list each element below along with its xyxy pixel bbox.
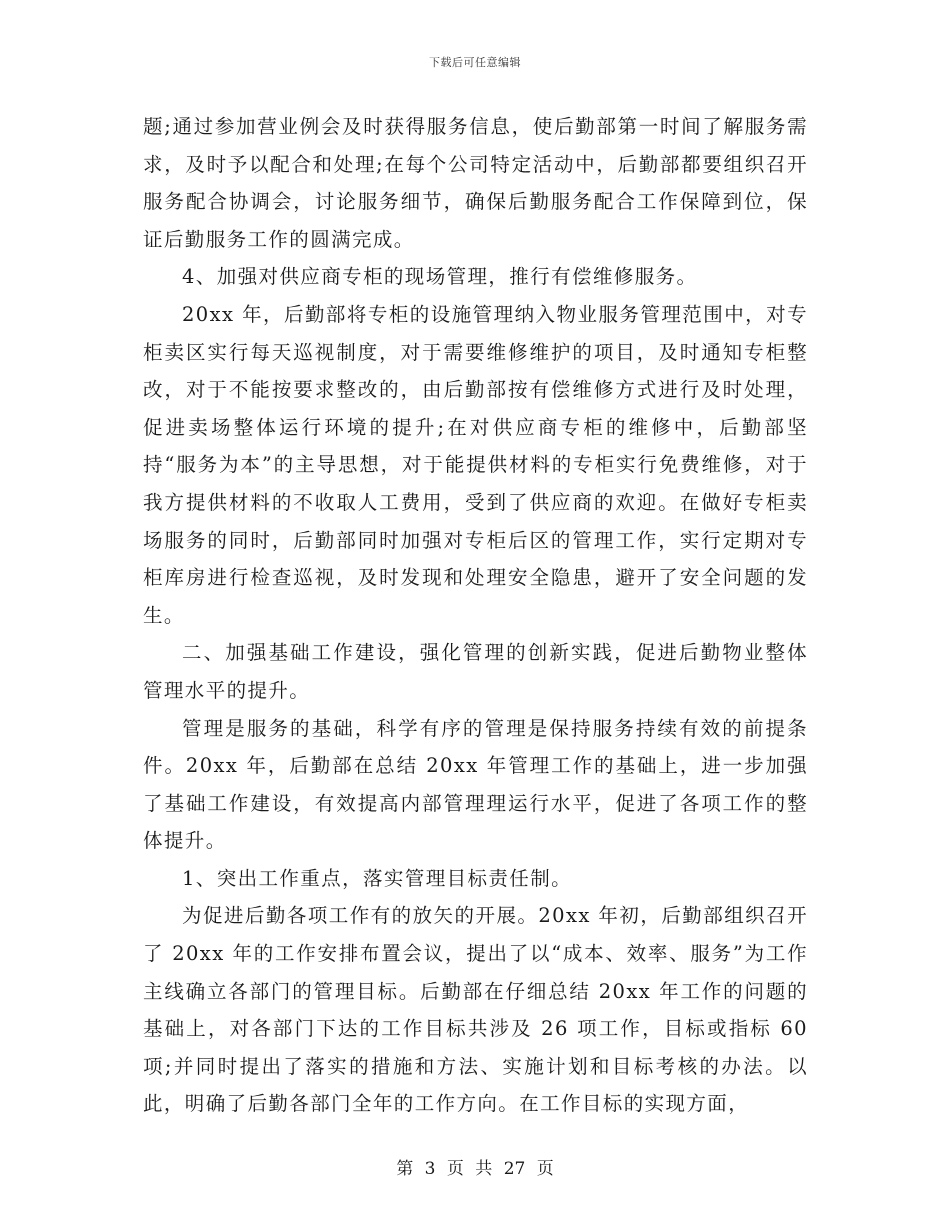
paragraph: 为促进后勤各项工作有的放矢的开展。20xx 年初，后勤部组织召开了 20xx 年的工作安排布置会议，提出了以“成本、效率、服务”为工作主线确立各部门的管理目标。后勤部在仔细总结 20xx 年工作的问题的基础上，对各部门下达的工作目标共涉及 26 项工作，目标或指标 60 项;并同时提出了落实的措施和方法、实施计划和目标考核的办法。以此，明确了后勤各部门全年的工作方向。在工作目标的实现方面，: [143, 904, 808, 1116]
section-heading-1: 1、突出工作重点，落实管理目标责任制。: [182, 866, 573, 890]
document-body: [143, 108, 808, 1123]
paragraph: 管理是服务的基础，科学有序的管理是保持服务持续有效的前提条件。20xx 年，后勤部在总结 20xx 年管理工作的基础上，进一步加强了基础工作建设，有效提高内部管理理运行水平，促进了各项工作的整体提升。: [143, 716, 808, 853]
paragraph: 20xx 年，后勤部将专柜的设施管理纳入物业服务管理范围中，对专柜卖区实行每天巡视制度，对于需要维修维护的项目，及时通知专柜整改，对于不能按要求整改的，由后勤部按有偿维修方式进行及时处理，促进卖场整体运行环境的提升;在对供应商专柜的维修中，后勤部坚持“服务为本”的主导思想，对于能提供材料的专柜实行免费维修，对于我方提供材料的不收取人工费用，受到了供应商的欢迎。在做好专柜卖场服务的同时，后勤部同时加强对专柜后区的管理工作，实行定期对专柜库房进行检查巡视，及时发现和处理安全隐患，避开了安全问题的发生。: [143, 302, 808, 627]
paragraph-continuation: 题;通过参加营业例会及时获得服务信息，使后勤部第一时间了解服务需求，及时予以配合和处理;在每个公司特定活动中，后勤部都要组织召开服务配合协调会，讨论服务细节，确保后勤服务配合工作保障到位，保证后勤服务工作的圆满完成。: [143, 115, 808, 251]
page-number-footer: 第 3 页 共 27 页: [396, 1159, 554, 1179]
section-heading-2: 二、加强基础工作建设，强化管理的创新实践，促进后勤物业整体管理水平的提升。: [143, 641, 808, 702]
section-heading-4: 4、加强对供应商专柜的现场管理，推行有偿维修服务。: [182, 265, 698, 289]
header-note: 下载后可任意编辑: [429, 56, 521, 69]
